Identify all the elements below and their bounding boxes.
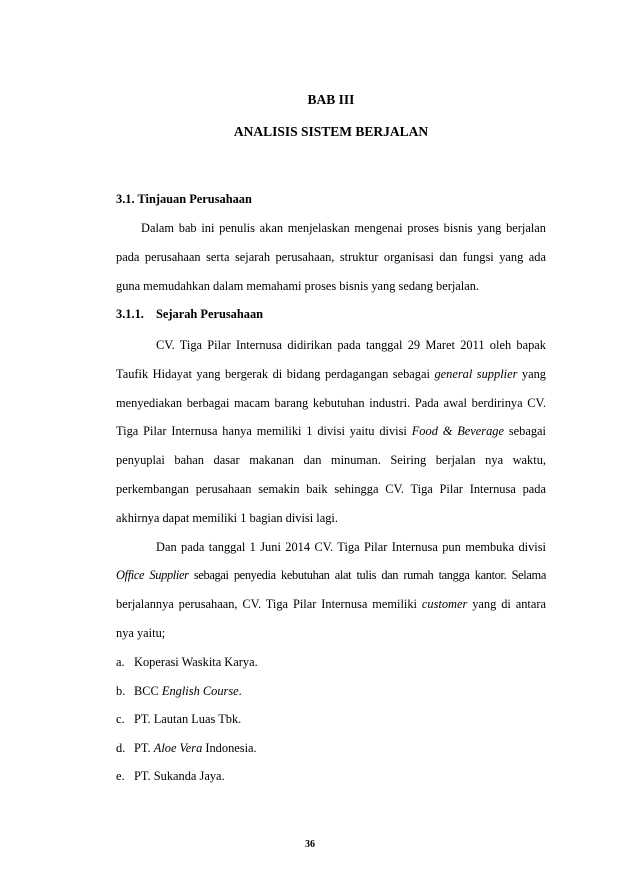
paragraph-line: Taufik Hidayat yang bergerak di bidang perdagangan sebagai general supplier yang bbox=[116, 367, 546, 381]
section-title: Sejarah Perusahaan bbox=[156, 307, 264, 321]
paragraph-line: Tiga Pilar Internusa hanya memiliki 1 divisi yaitu divisi Food & Beverage sebagai bbox=[116, 424, 546, 438]
list-marker: a. bbox=[116, 655, 125, 669]
list-item: d. PT. Aloe Vera Indonesia. bbox=[116, 741, 257, 755]
paragraph-line: nya yaitu; bbox=[116, 626, 166, 640]
list-marker: c. bbox=[116, 712, 125, 726]
emphasis-text: English Course bbox=[161, 684, 239, 698]
paragraph-line: pada perusahaan serta sejarah perusahaan, struktur organisasi dan fungsi yang ada bbox=[116, 250, 546, 264]
emphasis-text: Office Supplier bbox=[116, 568, 189, 582]
list-item: e. PT. Sukanda Jaya. bbox=[116, 769, 225, 783]
paragraph-line: menyediakan berbagai macam barang kebutuhan industri. Pada awal berdirinya CV. bbox=[116, 396, 546, 410]
page-number: 36 bbox=[305, 839, 315, 850]
paragraph-line: berjalannya perusahaan, CV. Tiga Pilar Internusa memiliki customer yang di antara bbox=[116, 597, 546, 611]
list-item: c. PT. Lautan Luas Tbk. bbox=[116, 712, 242, 726]
list-marker: b. bbox=[116, 684, 126, 698]
paragraph-line: Dalam bab ini penulis akan menjelaskan mengenai proses bisnis yang berjalan bbox=[141, 221, 546, 235]
paragraph-line: perkembangan perusahaan semakin baik sehingga CV. Tiga Pilar Internusa pada bbox=[116, 482, 546, 496]
chapter-number: BAB III bbox=[307, 92, 355, 107]
emphasis-text: Food & Beverage bbox=[411, 424, 504, 438]
section-heading-3-1: 3.1. Tinjauan Perusahaan bbox=[116, 192, 252, 206]
paragraph-line: guna memudahkan dalam memahami proses bisnis yang sedang berjalan. bbox=[116, 279, 480, 293]
paragraph-line: Office Supplier sebagai penyedia kebutuhan alat tulis dan rumah tangga kantor. Selama bbox=[116, 568, 546, 582]
paragraph-line: penyuplai bahan dasar makanan dan minuman. Seiring berjalan nya waktu, bbox=[116, 453, 546, 467]
emphasis-text: customer bbox=[421, 597, 468, 611]
paragraph-line: CV. Tiga Pilar Internusa didirikan pada tanggal 29 Maret 2011 oleh bapak bbox=[156, 338, 546, 352]
section-heading-3-1-1 bbox=[116, 306, 546, 322]
list-item: a. Koperasi Waskita Karya. bbox=[116, 655, 258, 669]
paragraph-line: akhirnya dapat memiliki 1 bagian divisi lagi. bbox=[116, 511, 338, 525]
emphasis-text: general supplier bbox=[434, 367, 518, 381]
list-marker: d. bbox=[116, 741, 126, 755]
section-number: 3.1.1. bbox=[116, 307, 144, 321]
paragraph-line: Dan pada tanggal 1 Juni 2014 CV. Tiga Pilar Internusa pun membuka divisi bbox=[156, 540, 546, 554]
chapter-title: ANALISIS SISTEM BERJALAN bbox=[233, 124, 429, 139]
list-marker: e. bbox=[116, 769, 125, 783]
list-item: b. BCC English Course. bbox=[116, 684, 242, 698]
emphasis-text: Aloe Vera bbox=[153, 741, 203, 755]
